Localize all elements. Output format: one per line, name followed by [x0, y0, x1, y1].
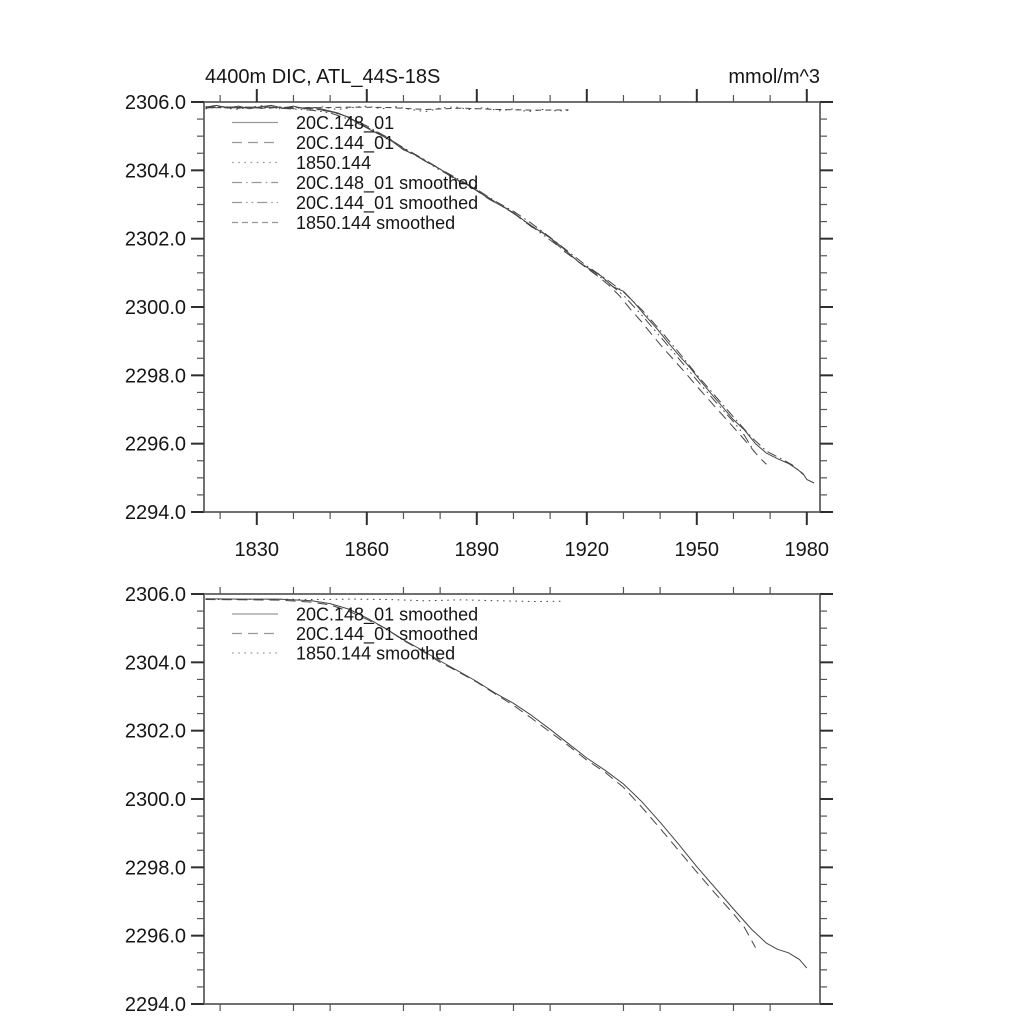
- legend-item: [232, 213, 455, 233]
- legend-label: 20C.148_01: [296, 113, 395, 133]
- x-tick-label: 1950: [674, 539, 720, 561]
- y-tick-label: 2306.0: [124, 92, 186, 114]
- legend: [232, 605, 478, 664]
- legend-label: 20C.144_01: [296, 133, 395, 153]
- units-label: mmol/m^3: [728, 66, 820, 88]
- legend-label: 20C.148_01 smoothed: [296, 173, 479, 193]
- y-tick-label: 2302.0: [124, 228, 186, 251]
- x-tick-label: 1920: [564, 539, 610, 561]
- legend-label: 20C.148_01 smoothed: [296, 604, 479, 625]
- legend: [232, 113, 478, 233]
- axis-ticks: [191, 587, 833, 1011]
- legend-item: [232, 113, 394, 134]
- y-tick-label: 2300.0: [124, 789, 186, 811]
- series-line-4: [206, 108, 756, 454]
- legend-label: 20C.144_01 smoothed: [296, 624, 479, 644]
- x-tick-label: 1890: [454, 539, 500, 561]
- legend-label: 1850.144 smoothed: [296, 643, 456, 664]
- series-line-1: [206, 600, 756, 948]
- legend-label: 1850.144: [296, 153, 372, 173]
- x-tick-label: 1980: [784, 539, 830, 561]
- chart-title: 4400m DIC, ATL_44S-18S: [205, 66, 441, 88]
- legend-item: [232, 644, 455, 664]
- y-tick-label: 2306.0: [124, 584, 186, 606]
- y-tick-label: 2300.0: [124, 297, 186, 319]
- legend-item: [232, 133, 394, 154]
- bottom-panel: [125, 584, 833, 1016]
- axis-ticks: [191, 89, 833, 525]
- top-panel: [125, 89, 833, 561]
- legend-label: 20C.144_01 smoothed: [296, 193, 479, 213]
- legend-item: [232, 193, 478, 214]
- y-tick-label: 2294.0: [124, 502, 186, 524]
- y-tick-label: 2296.0: [124, 433, 186, 456]
- y-tick-label: 2298.0: [124, 365, 186, 388]
- y-tick-label: 2294.0: [124, 994, 186, 1016]
- legend-item: [232, 605, 478, 626]
- legend-item: [232, 173, 478, 194]
- y-tick-label: 2298.0: [124, 857, 186, 880]
- x-tick-label: 1860: [344, 539, 390, 561]
- y-tick-label: 2304.0: [124, 652, 186, 675]
- y-tick-label: 2296.0: [124, 925, 186, 948]
- y-tick-label: 2304.0: [124, 160, 186, 183]
- series-line-1: [206, 106, 767, 464]
- legend-item: [232, 624, 478, 645]
- x-tick-label: 1830: [234, 539, 280, 561]
- legend-item: [232, 153, 371, 173]
- legend-label: 1850.144 smoothed: [296, 213, 456, 233]
- y-tick-label: 2302.0: [124, 720, 186, 743]
